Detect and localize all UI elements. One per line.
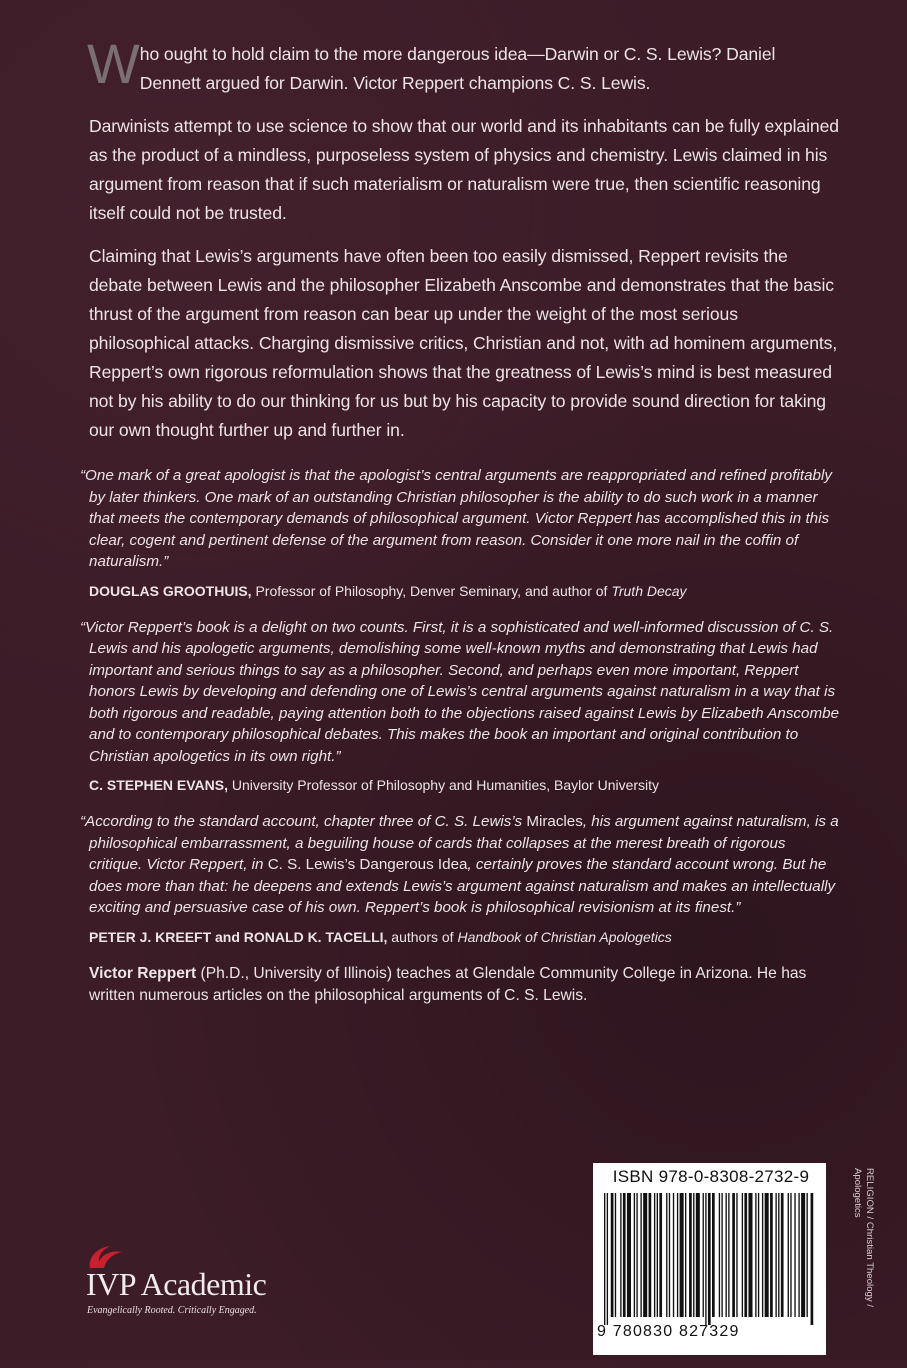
endorsement-text: “One mark of a great apologist is that the apologist’s central arguments are reappropriated and refined profitably by later thinkers. One mark of an outstanding Christian philosopher is the ability to do such work in a manner that meets the contemporary demands of philosophical argument. Victor Reppert has accomplished this in this clear, cogent and pertinent defense of the argument from reason. Consider it one more nail in the coffin of naturalism.” (80, 467, 832, 570)
endorsement-3 (80, 811, 841, 947)
endorsement-attribution (89, 927, 841, 947)
endorsement-2 (80, 617, 841, 796)
endorser-role: University Professor of Philosophy and Humanities, Baylor University (228, 777, 660, 793)
publisher-tagline: Evangelically Rooted. Critically Engaged. (87, 1305, 257, 1316)
barcode-digits: 9 780830 827329 (597, 1323, 740, 1340)
drop-cap: W (87, 32, 140, 95)
book-title-dangerous-idea: C. S. Lewis’s Dangerous Idea (267, 856, 468, 873)
book-title-miracles: Miracles (526, 813, 583, 830)
intro-paragraph-3: Claiming that Lewis’s arguments have often been too easily dismissed, Reppert revisits the debate between Lewis and the philosopher Elizabeth Anscombe and demonstrates that the basic thrust of the argument from reason can bear up under the weight of the most serious philosophical attacks. Charging dismissive critics, Christian and not, with ad hominem arguments, Reppert’s own rigorous reformulation shows that the greatness of Lewis’s mind is best measured not by his ability to do our thinking for us but by his capacity to provide sound direction for taking our own thought further up and further in. (89, 246, 838, 440)
category-label (845, 1168, 875, 1368)
endorsement-attribution (89, 581, 841, 601)
endorser-role: Professor of Philosophy, Denver Seminary, and author of (251, 582, 612, 599)
endorsement-text (80, 811, 841, 919)
endorsement-text: “Victor Reppert’s book is a delight on two counts. First, it is a sophisticated and well-informed discussion of C. S. Lewis and his apologetic arguments, demolishing some well-known myths and demonstrating that Lewis had important and serious things to say as a philosopher. Second, and perhaps even more important, Reppert honors Lewis by developing and defending one of Lewis’s central arguments against naturalism in a way that is both rigorous and readable, paying attention both to the objections raised against Lewis by Elizabeth Anscombe and to contemporary philosophical debates. This makes the book an important and original contribution to Christian apologetics in its own right.” (80, 618, 840, 765)
endorser-book-title: Handbook of Christian Apologetics (457, 928, 672, 945)
endorser-name: C. STEPHEN EVANS, (89, 777, 228, 793)
author-name: Victor Reppert (89, 964, 197, 982)
isbn-barcode (593, 1163, 826, 1355)
intro-paragraph-2: Darwinists attempt to use science to show that our world and its inhabitants can be fully explained as the product of a mindless, purposeless system of physics and chemistry. Lewis claimed in his argument from reason that if such materialism or naturalism were true, then scientific reasoning itself could not be trusted. (89, 116, 839, 223)
barcode-bars (602, 1193, 818, 1325)
intro-paragraph-1-text: ho ought to hold claim to the more dangerous idea—Darwin or C. S. Lewis? Daniel Dennett argued for Darwin. Victor Reppert champions C. S. Lewis. (139, 44, 776, 93)
endorsement-attribution (89, 775, 841, 795)
endorser-name: DOUGLAS GROOTHUIS, (89, 582, 252, 599)
endorser-name: PETER J. KREEFT and RONALD K. TACELLI, (89, 928, 388, 945)
endorser-book-title: Truth Decay (611, 582, 687, 599)
endorsement-1 (80, 465, 841, 601)
publisher-logo (86, 1244, 306, 1324)
category-line-2: Apologetics (852, 1168, 863, 1218)
endorser-role: authors of (387, 928, 458, 945)
endorsement-text-part: , certainly proves the standard account wrong. But he does more than that: he deepens and extends Lewis’s argument against naturalism and makes an intellectually exciting and persuasive case of his own. Reppert’s book is philosophical revisionism at its finest.” (89, 856, 836, 916)
author-bio (89, 963, 841, 1007)
author-bio-text: (Ph.D., University of Illinois) teaches at Glendale Community College in Arizona. He has written numerous articles on the philosophical arguments of C. S. Lewis. (89, 964, 807, 1004)
endorsement-text-part: “According to the standard account, chapter three of C. S. Lewis’s (80, 813, 527, 830)
back-cover-text (80, 32, 841, 1007)
isbn-number: ISBN 978-0-8308-2732-9 (612, 1167, 810, 1186)
category-line-1: RELIGION / Christian Theology / (864, 1168, 875, 1307)
publisher-name: IVP Academic (86, 1266, 267, 1302)
endorsement-text-part: , his argument against naturalism, is a philosophical embarrassment, a beguiling house of cards that collapses at the merest breath of rigorous critique. Victor Reppert, in (89, 813, 839, 873)
intro-paragraph-1 (87, 32, 841, 98)
